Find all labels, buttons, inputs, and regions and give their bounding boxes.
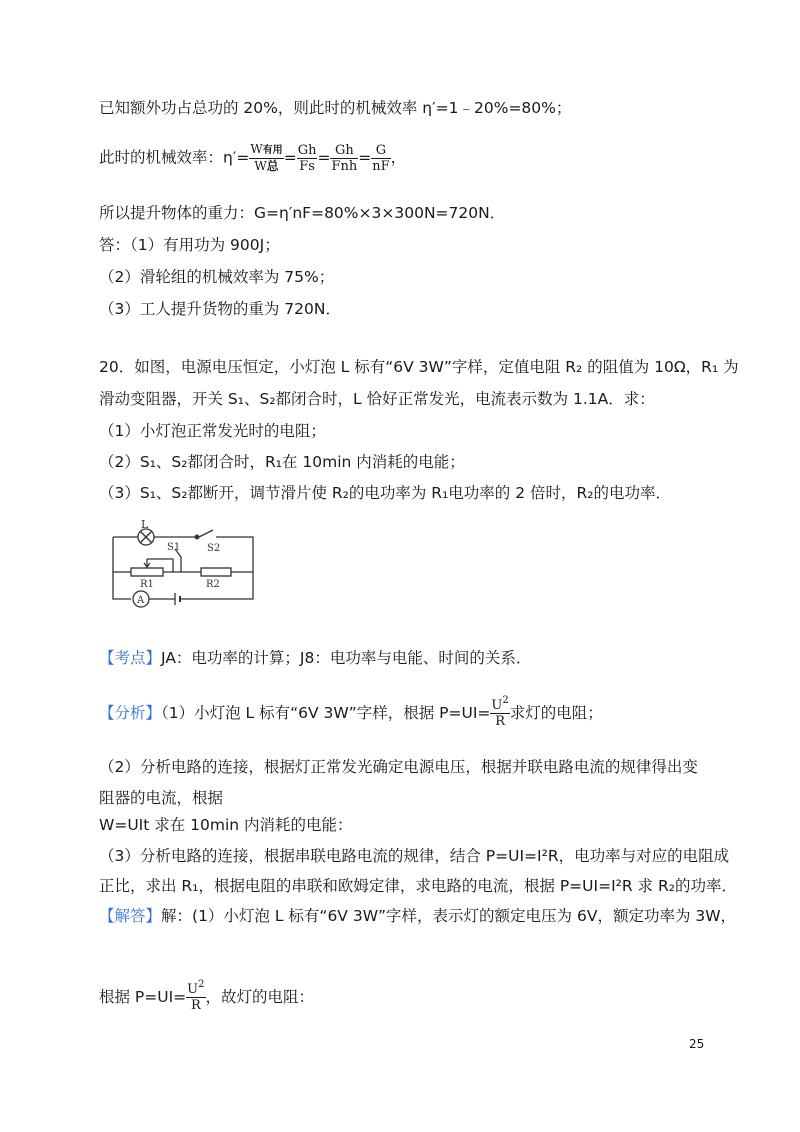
wire [147, 559, 173, 572]
question-20-line: （3）S₁、S₂都断开，调节滑片使 R₂的电功率为 R₁电功率的 2 倍时，R₂的电功率． [99, 484, 671, 502]
fraction-den: R [190, 998, 201, 1013]
last-suffix: ，故灯的电阻： [205, 988, 315, 1006]
fraction-num: G [371, 143, 390, 159]
fenxi-text: 求灯的电阻； [509, 704, 603, 722]
wire [113, 537, 131, 599]
formula-suffix: ， [390, 148, 407, 167]
fraction-u2-over-r [186, 979, 205, 1013]
switch-s2-icon [199, 530, 213, 537]
fraction-gh-fs [297, 143, 318, 174]
analysis-line: W=UIt 求在 10min 内消耗的电能： [99, 816, 353, 834]
fraction-w-useful-over-total [249, 142, 283, 174]
analysis-line: （3）分析电路的连接，根据串联电路电流的规律，结合 P=UI=I²R，电功率与对应的电阻成 [99, 847, 730, 865]
wire [216, 537, 253, 572]
equals: = [283, 148, 297, 167]
rheostat-r1-icon [131, 568, 163, 576]
ammeter-label: A [137, 595, 145, 606]
fraction-num: Gh [330, 143, 358, 159]
text-line: 已知额外功占总功的 20%，则此时的机械效率 η′=1﹣20%=80%； [99, 99, 572, 117]
exponent: 2 [502, 695, 509, 706]
question-20-line: 20．如图，电源电压恒定，小灯泡 L 标有“6V 3W”字样，定值电阻 R₂ 的阻值为 10Ω，R₁ 为 [99, 358, 739, 376]
text-line: 答：（1）有用功为 900J； [99, 236, 280, 254]
w-total-sub: 总 [266, 159, 279, 173]
analysis-line: （2）分析电路的连接，根据灯正常发光确定电源电压，根据并联电路电流的规律得出变 [99, 758, 698, 776]
text-line: （3）工人提升货物的重为 720N． [99, 300, 341, 318]
text-line: （2）滑轮组的机械效率为 75%； [99, 268, 335, 286]
page-number: 25 [689, 1037, 705, 1051]
question-20-line: （1）小灯泡正常发光时的电阻； [99, 422, 326, 440]
s1-label: S1 [167, 542, 181, 553]
fraction-den: nF [372, 158, 390, 174]
text-line: 所以提升物体的重力：G=η′nF=80%×3×300N=720N． [99, 204, 506, 222]
equals: = [317, 148, 331, 167]
equals: = [358, 148, 372, 167]
resistor-r2-icon [201, 568, 231, 576]
fraction-num: Gh [297, 142, 317, 158]
w-useful: W [250, 142, 263, 156]
fenxi-line [99, 695, 603, 729]
jieda-line [99, 906, 736, 926]
kaodian-tag: 【考点】 [99, 649, 162, 667]
last-formula-line [99, 979, 315, 1013]
r2-label: R2 [206, 579, 220, 590]
fenxi-tag: 【分析】 [99, 704, 162, 722]
analysis-line: 阻器的电流，根据 [99, 789, 224, 807]
fraction-num: U [491, 698, 503, 713]
fraction-den: R [495, 714, 505, 729]
w-useful-sub: 有用 [262, 145, 283, 156]
lamp-label: L [141, 518, 149, 531]
jieda-tag: 【解答】 [99, 907, 162, 925]
efficiency-formula-line [99, 142, 406, 174]
switch-contact [195, 535, 199, 539]
fraction-num: U [187, 982, 199, 997]
kaodian-line [99, 648, 531, 668]
jieda-text: 解：(1）小灯泡 L 标有“6V 3W”字样，表示灯的额定电压为 6V，额定功率为 3W， [161, 907, 737, 925]
last-prefix: 根据 P=UI= [99, 988, 187, 1006]
analysis-line: 正比，求出 R₁，根据电阻的串联和欧姆定律，求电路的电流，根据 P=UI=I²R 求 R₂的功率． [99, 877, 737, 895]
fraction-gh-fnh [330, 143, 358, 174]
s2-label: S2 [207, 543, 221, 554]
question-20-line: （2）S₁、S₂都闭合时，R₁在 10min 内消耗的电能； [99, 453, 465, 471]
kaodian-text: JA：电功率的计算；J8：电功率与电能、时间的关系． [161, 649, 532, 667]
fraction-den: Fnh [331, 158, 358, 174]
fraction-den: Fs [299, 158, 315, 174]
circuit-diagram [103, 517, 263, 609]
question-20-line: 滑动变阻器，开关 S₁、S₂都闭合时，L 恰好正常发光，电流表示数为 1.1A．求： [99, 390, 655, 408]
r1-label: R1 [140, 579, 154, 590]
fenxi-text: （1）小灯泡 L 标有“6V 3W”字样，根据 P=UI= [161, 704, 491, 722]
formula-prefix: 此时的机械效率：η′= [99, 148, 250, 167]
fraction-u2-over-r [490, 695, 509, 729]
fraction-g-nf [371, 143, 390, 174]
w-total: W [254, 159, 267, 173]
exponent: 2 [198, 979, 205, 990]
